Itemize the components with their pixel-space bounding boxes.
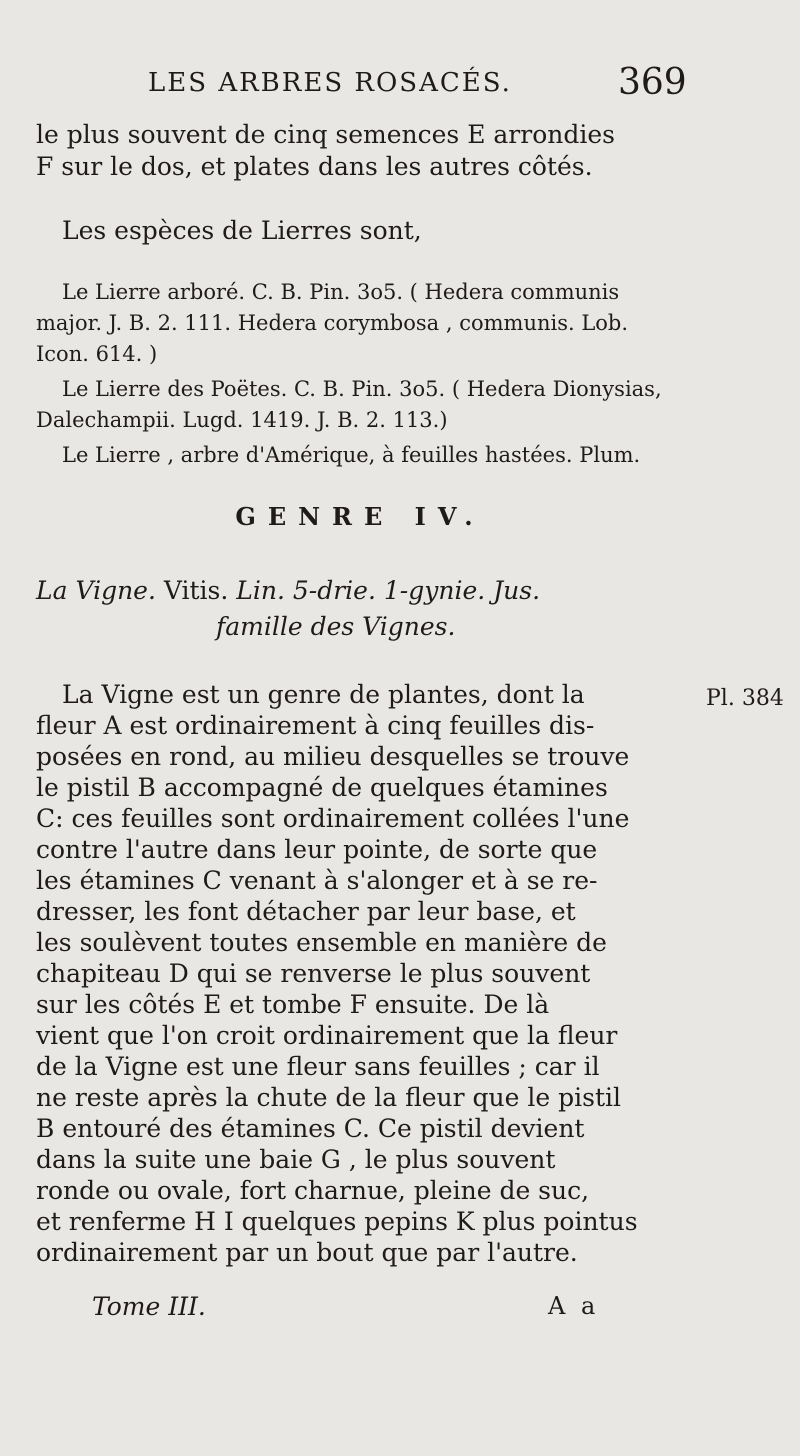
description-line: chapiteau D qui se renverse le plus souvent [36, 959, 591, 988]
species-entry-line: major. J. B. 2. 111. Hedera corymbosa , communis. Lob. [36, 311, 629, 335]
genus-line [36, 576, 540, 605]
genus-latin: Vitis. [163, 576, 229, 605]
description-line: les soulèvent toutes ensemble en manière de [36, 928, 607, 957]
genus-jus: Jus. [493, 576, 541, 605]
description-line: vient que l'on croit ordinairement que la fleur [36, 1021, 618, 1050]
description-line: dans la suite une baie G , le plus souvent [36, 1145, 556, 1174]
description-line: les étamines C venant à s'alonger et à se re- [36, 866, 598, 895]
description-line: sur les côtés E et tombe F ensuite. De là [36, 990, 550, 1019]
description-line: contre l'autre dans leur pointe, de sorte que [36, 835, 598, 864]
genre-heading: GENRE IV. [235, 502, 485, 531]
description-line: posées en rond, au milieu desquelles se trouve [36, 742, 630, 771]
genus-lin: Lin. [236, 576, 285, 605]
species-entry-line: Le Lierre des Poëtes. C. B. Pin. 3o5. ( Hedera Dionysias, [62, 377, 662, 401]
species-entry-line: Le Lierre , arbre d'Amérique, à feuilles hastées. Plum. [62, 443, 641, 467]
species-entry-line: Le Lierre arboré. C. B. Pin. 3o5. ( Hedera communis [62, 280, 620, 304]
description-line: B entouré des étamines C. Ce pistil devient [36, 1114, 585, 1143]
genus-name: La Vigne. [36, 576, 156, 605]
page-number: 369 [618, 62, 687, 103]
signature-mark: A a [548, 1292, 600, 1320]
page-header [0, 62, 800, 112]
description-line: le pistil B accompagné de quelques étamines [36, 773, 608, 802]
description-line: dresser, les font détacher par leur base, et [36, 897, 576, 926]
description-line: et renferme H I quelques pepins K plus pointus [36, 1207, 638, 1236]
continuation-line: le plus souvent de cinq semences E arrondies [36, 120, 615, 149]
species-entry-line: Icon. 614. ) [36, 342, 158, 366]
description-line: ordinairement par un bout que par l'autre. [36, 1238, 578, 1267]
description-line: ronde ou ovale, fort charnue, pleine de suc, [36, 1176, 590, 1205]
description-line: C: ces feuilles sont ordinairement collées l'une [36, 804, 630, 833]
description-line: ne reste après la chute de la fleur que le pistil [36, 1083, 621, 1112]
running-title: LES ARBRES ROSACÉS. [148, 68, 512, 98]
genus-gynie: 1-gynie. [383, 576, 486, 605]
species-intro: Les espèces de Lierres sont, [62, 216, 422, 245]
description-line: fleur A est ordinairement à cinq feuilles dis- [36, 711, 595, 740]
volume-label: Tome III. [92, 1292, 206, 1321]
genus-family: famille des Vignes. [216, 612, 456, 641]
continuation-line: F sur le dos, et plates dans les autres côtés. [36, 152, 593, 181]
description-line: de la Vigne est une fleur sans feuilles ; car il [36, 1052, 600, 1081]
species-entry-line: Dalechampii. Lugd. 1419. J. B. 2. 113.) [36, 408, 448, 432]
description-line: La Vigne est un genre de plantes, dont la [62, 680, 585, 709]
genus-drie: 5-drie. [292, 576, 376, 605]
plate-reference: Pl. 384 [706, 686, 784, 711]
